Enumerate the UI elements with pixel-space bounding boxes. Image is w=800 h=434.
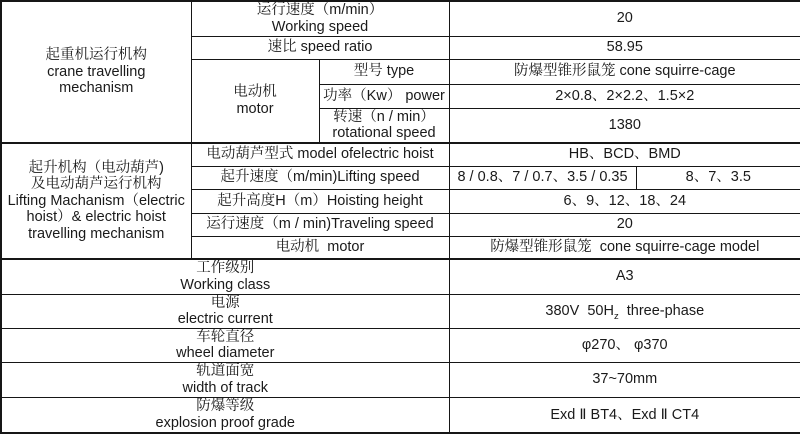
label-electric-current-zh: 电源	[210, 294, 240, 311]
label-track-width-en: width of track	[182, 379, 268, 396]
value-traveling-speed	[449, 213, 800, 236]
label-electric-current-en: electric current	[177, 311, 273, 328]
value-traveling-speed-text: 20	[616, 216, 633, 233]
label-wheel-diameter-en: wheel diameter	[176, 345, 275, 362]
label-lifting-speed-text: 起升速度（m/min)Lifting speed	[220, 169, 420, 186]
value-working-speed-text: 20	[616, 10, 633, 27]
value-lifting-speed-b	[636, 166, 800, 189]
label-motor-type	[319, 59, 449, 84]
label-speed-ratio	[191, 36, 449, 59]
label-motor-en: motor	[236, 100, 274, 117]
value-hoisting-height	[449, 189, 800, 213]
label-rotational-speed-en: rotational speed	[332, 125, 436, 142]
label-motor-group	[191, 59, 319, 143]
label-hoist-model	[191, 143, 449, 166]
value-working-class	[449, 259, 800, 294]
label-explosion-proof-grade	[1, 397, 449, 433]
value-track-width-text: 37~70mm	[592, 371, 658, 388]
label-electric-current	[1, 294, 449, 328]
value-lifting-speed-a	[449, 166, 636, 189]
value-motor-type-text: 防爆型锥形鼠笼 cone squirre-cage	[513, 63, 736, 80]
value-motor-type	[449, 59, 800, 84]
value-rotational-speed-text: 1380	[608, 116, 641, 133]
label-hoisting-height-text: 起升高度H（m）Hoisting height	[217, 192, 423, 209]
value-explosion-proof-grade	[449, 397, 800, 433]
category-crane-travelling-mechanism	[1, 1, 191, 143]
label-track-width	[1, 362, 449, 397]
category-lifting-mechanism	[1, 143, 191, 259]
value-speed-ratio	[449, 36, 800, 59]
label-wheel-diameter	[1, 328, 449, 362]
label-lifting-speed	[191, 166, 449, 189]
label-motor-type-text: 型号 type	[353, 63, 415, 80]
value-electric-current-post: three-phase	[618, 302, 705, 319]
value-hoisting-height-text: 6、9、12、18、24	[563, 192, 687, 209]
label-explosion-proof-grade-en: explosion proof grade	[155, 414, 295, 431]
label-working-speed	[191, 1, 449, 36]
value-wheel-diameter-text: φ270、 φ370	[581, 336, 668, 353]
label-motor-power	[319, 84, 449, 108]
label-hoist-motor-text: 电动机 motor	[275, 238, 365, 255]
value-motor-power	[449, 84, 800, 108]
label-motor-power-text: 功率（Kw） power	[323, 87, 445, 104]
value-working-speed	[449, 1, 800, 36]
category-lifting-en-line3: travelling mechanism	[28, 225, 165, 242]
value-motor-power-text: 2×0.8、2×2.2、1.5×2	[555, 87, 695, 104]
label-working-class-en: Working class	[180, 276, 271, 293]
value-hoist-model-text: HB、BCD、BMD	[568, 146, 681, 163]
value-rotational-speed	[449, 108, 800, 143]
value-lifting-speed-b-text: 8、7、3.5	[685, 169, 751, 186]
label-hoisting-height	[191, 189, 449, 213]
value-hoist-model	[449, 143, 800, 166]
label-hoist-motor	[191, 236, 449, 259]
value-lifting-speed-a-text: 8 / 0.8、7 / 0.7、3.5 / 0.35	[457, 169, 628, 186]
label-speed-ratio-text: 速比 speed ratio	[267, 39, 373, 56]
value-hoist-motor-text: 防爆型锥形鼠笼 cone squirre-cage model	[490, 238, 760, 255]
label-hoist-model-text: 电动葫芦型式 model ofelectric hoist	[206, 146, 434, 163]
value-hoist-motor	[449, 236, 800, 259]
label-traveling-speed-text: 运行速度（m / min)Traveling speed	[206, 216, 434, 233]
category-crane-zh: 起重机运行机构	[45, 47, 147, 64]
category-lifting-zh-line2: 及电动葫芦运行机构	[31, 176, 162, 193]
label-working-speed-en: Working speed	[271, 18, 369, 35]
label-wheel-diameter-zh: 车轮直径	[196, 328, 255, 345]
label-motor-zh: 电动机	[233, 84, 277, 101]
value-wheel-diameter	[449, 328, 800, 362]
label-working-speed-zh: 运行速度（m/min）	[256, 2, 384, 19]
label-working-class	[1, 259, 449, 294]
category-lifting-en-line2: hoist）& electric hoist	[26, 209, 166, 226]
value-working-class-text: A3	[615, 268, 634, 285]
label-track-width-zh: 轨道面宽	[196, 363, 255, 380]
value-electric-current-pre: 380V 50H	[545, 302, 614, 319]
label-traveling-speed	[191, 213, 449, 236]
category-lifting-en-line1: Lifting Machanism（electric	[7, 192, 185, 209]
category-crane-en-line2: mechanism	[59, 80, 134, 97]
value-electric-current-sub: z	[613, 310, 619, 322]
category-lifting-zh-line1: 起升机构（电动葫芦)	[28, 159, 164, 176]
category-crane-en-line1: crane travelling	[47, 63, 146, 80]
label-explosion-proof-grade-zh: 防爆等级	[196, 398, 255, 415]
label-rotational-speed-zh: 转速（n / min）	[333, 108, 435, 125]
value-track-width	[449, 362, 800, 397]
value-speed-ratio-text: 58.95	[606, 39, 643, 56]
label-working-class-zh: 工作级别	[196, 260, 255, 277]
value-explosion-proof-grade-text: Exd Ⅱ BT4、Exd Ⅱ CT4	[550, 406, 700, 423]
value-electric-current	[449, 294, 800, 328]
label-rotational-speed	[319, 108, 449, 143]
